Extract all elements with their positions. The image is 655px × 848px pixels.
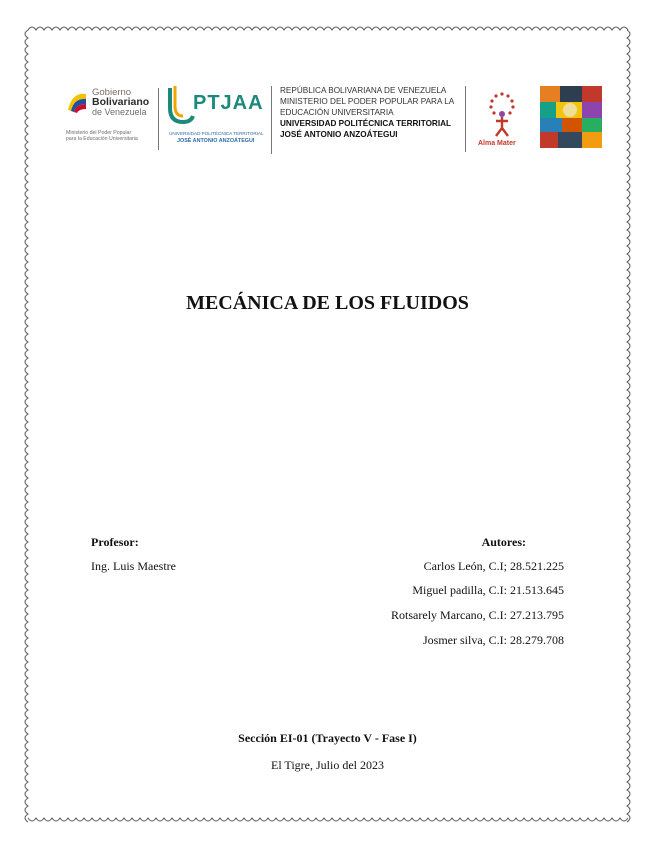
gobierno-line1: Gobierno [92,87,132,98]
uptjaa-sub2: JOSÉ ANTONIO ANZOÁTEGUI [177,138,255,144]
uptjaa-u-icon [165,82,195,128]
institution-line5: JOSÉ ANTONIO ANZOÁTEGUI [280,130,398,139]
gobierno-sub1: Ministerio del Poder Popular [66,130,132,136]
header-logos [62,82,602,162]
institution-line2: MINISTERIO DEL PODER POPULAR PARA LA [280,97,455,106]
gobierno-line2: Bolivariano [92,96,150,108]
alma-mater-logo [474,88,530,152]
autor-item: Carlos León, C.I; 28.521.225 [423,559,564,573]
autor-item: Miguel padilla, C.I: 21.513.645 [412,583,564,597]
alma-mater-label: Alma Mater [478,140,516,147]
lugar-fecha: El Tigre, Julio del 2023 [270,758,384,772]
institution-text [280,85,460,140]
autor-item: Rotsarely Marcano, C.I: 27.213.795 [391,608,564,622]
profesor-label: Profesor: [91,535,139,549]
alma-mater-figure-icon [474,88,530,140]
logo-divider [465,86,466,152]
seccion: Sección EI-01 (Trayecto V - Fase I) [238,731,417,745]
gobierno-line3: de Venezuela [92,107,147,117]
uptjaa-logo [165,82,267,152]
logo-divider [158,88,159,150]
uptjaa-sub1: UNIVERSIDAD POLITÉCNICA TERRITORIAL [169,131,264,136]
document-title: MECÁNICA DE LOS FLUIDOS [186,292,469,314]
venezuela-flag-icon [66,90,88,114]
mosaic-logo [540,86,602,148]
profesor-name: Ing. Luis Maestre [91,559,176,573]
gobierno-bolivariano-logo [62,82,156,152]
gobierno-ministerio [66,130,158,142]
logo-divider [271,86,272,154]
gobierno-sub2: para la Educación Universitaria [66,136,138,142]
institution-line1: REPÚBLICA BOLIVARIANA DE VENEZUELA [280,86,447,95]
autores-label: Autores: [481,535,526,549]
institution-line3: EDUCACIÓN UNIVERSITARIA [280,108,394,117]
autor-item: Josmer silva, C.I: 28.279.708 [423,633,564,647]
institution-line4: UNIVERSIDAD POLITÉCNICA TERRITORIAL [280,119,452,128]
uptjaa-name: PTJAA [193,92,264,114]
